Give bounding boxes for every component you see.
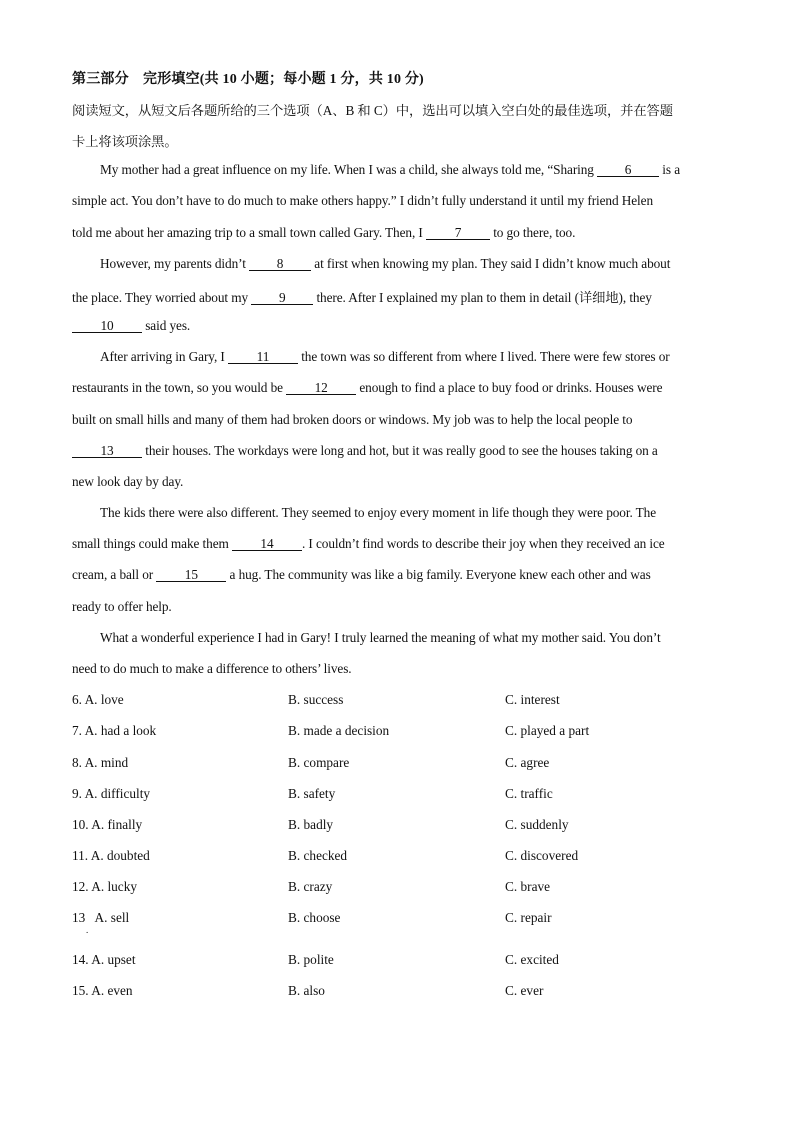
blank-8: 8 — [249, 257, 311, 271]
passage-line: What a wonderful experience I had in Gary! I truly learned the meaning of what my mother said. You don’t — [100, 630, 661, 645]
option-14-a: 14. A. upset — [72, 952, 136, 967]
passage-line — [100, 162, 680, 178]
option-10-c: C. suddenly — [505, 817, 569, 832]
blank-10: 10 — [72, 319, 142, 333]
passage-line — [72, 380, 662, 396]
passage-text: . I couldn’t find words to describe their joy when they received an ice — [301, 536, 665, 551]
option-14-c: C. excited — [505, 952, 559, 967]
option-7-b: B. made a decision — [288, 723, 390, 738]
blank-13: 13 — [72, 444, 142, 458]
passage-text: a hug. The community was like a big family. Everyone knew each other and was — [226, 567, 651, 582]
option-11-a: 11. A. doubted — [72, 848, 150, 863]
passage-line — [72, 536, 665, 552]
passage-text: restaurants in the town, so you would be — [72, 380, 287, 395]
passage-text: cream, a ball or — [72, 567, 157, 582]
passage-line: simple act. You don’t have to do much to make others happy.” I didn’t fully understand it until my friend Helen — [72, 193, 654, 208]
passage-line: new look day by day. — [72, 474, 184, 489]
blank-6: 6 — [597, 163, 659, 177]
passage-line: ready to offer help. — [72, 599, 172, 614]
blank-7: 7 — [426, 226, 490, 240]
passage-text: the place. They worried about my — [72, 290, 252, 305]
blank-11: 11 — [228, 350, 298, 364]
option-15-b: B. also — [288, 983, 325, 998]
option-9-a: 9. A. difficulty — [72, 786, 151, 801]
passage-text: However, my parents didn’t — [100, 256, 250, 271]
stray-dot: . — [86, 925, 89, 935]
passage-text: their houses. The workdays were long and hot, but it was really good to see the houses taking on a — [142, 443, 658, 458]
passage-line — [72, 225, 575, 241]
passage-line: need to do much to make a difference to others’ lives. — [72, 661, 352, 676]
option-13-a: 13 A. sell — [72, 910, 130, 925]
option-10-b: B. badly — [288, 817, 334, 832]
option-12-c: C. brave — [505, 879, 551, 894]
option-9-c: C. traffic — [505, 786, 553, 801]
blank-12: 12 — [286, 381, 356, 395]
option-15-c: C. ever — [505, 983, 544, 998]
option-15-a: 15. A. even — [72, 983, 133, 998]
passage-line — [72, 567, 651, 583]
passage-text: My mother had a great influence on my life. When I was a child, she always told me, “Sharing — [100, 162, 598, 177]
option-6-b: B. success — [288, 692, 344, 707]
option-10-a: 10. A. finally — [72, 817, 143, 832]
passage-text: told me about her amazing trip to a small town called Gary. Then, I — [72, 225, 426, 240]
option-8-b: B. compare — [288, 755, 350, 770]
passage-text: small things could make them — [72, 536, 232, 551]
instruction-line-2: 卡上将该项涂黑。 — [72, 134, 178, 149]
option-14-b: B. polite — [288, 952, 334, 967]
passage-text: said yes. — [142, 318, 191, 333]
option-13-b: B. choose — [288, 910, 341, 925]
blank-15: 15 — [156, 568, 226, 582]
blank-9: 9 — [251, 291, 313, 305]
option-9-b: B. safety — [288, 786, 336, 801]
passage-line — [100, 349, 670, 365]
option-7-c: C. played a part — [505, 723, 590, 738]
passage-line — [72, 318, 190, 334]
option-12-a: 12. A. lucky — [72, 879, 138, 894]
passage-text: is a — [659, 162, 680, 177]
section-title: 第三部分 完形填空(共 10 小题；每小题 1 分，共 10 分) — [72, 72, 424, 87]
passage-text: After arriving in Gary, I — [100, 349, 228, 364]
passage-line — [72, 443, 658, 459]
instruction-line-1: 阅读短文，从短文后各题所给的三个选项（A、B 和 C）中，选出可以填入空白处的最佳选项，并在答题 — [72, 103, 673, 118]
option-11-b: B. checked — [288, 848, 348, 863]
passage-line: The kids there were also different. They seemed to enjoy every moment in life though they were poor. The — [100, 505, 657, 520]
passage-line — [72, 287, 652, 306]
passage-text: at first when knowing my plan. They said I didn’t know much about — [311, 256, 671, 271]
passage-line: built on small hills and many of them had broken doors or windows. My job was to help the local people to — [72, 412, 633, 427]
passage-text: there. After I explained my plan to them in detail (详细地), they — [313, 290, 652, 305]
blank-14: 14 — [232, 537, 302, 551]
option-12-b: B. crazy — [288, 879, 333, 894]
option-6-c: C. interest — [505, 692, 560, 707]
option-6-a: 6. A. love — [72, 692, 124, 707]
passage-text: enough to find a place to buy food or drinks. Houses were — [356, 380, 663, 395]
option-7-a: 7. A. had a look — [72, 723, 157, 738]
passage-text: the town was so different from where I lived. There were few stores or — [297, 349, 670, 364]
option-11-c: C. discovered — [505, 848, 579, 863]
option-13-c: C. repair — [505, 910, 552, 925]
passage-text: to go there, too. — [489, 225, 576, 240]
option-8-c: C. agree — [505, 755, 550, 770]
option-8-a: 8. A. mind — [72, 755, 129, 770]
passage-line — [100, 256, 670, 272]
